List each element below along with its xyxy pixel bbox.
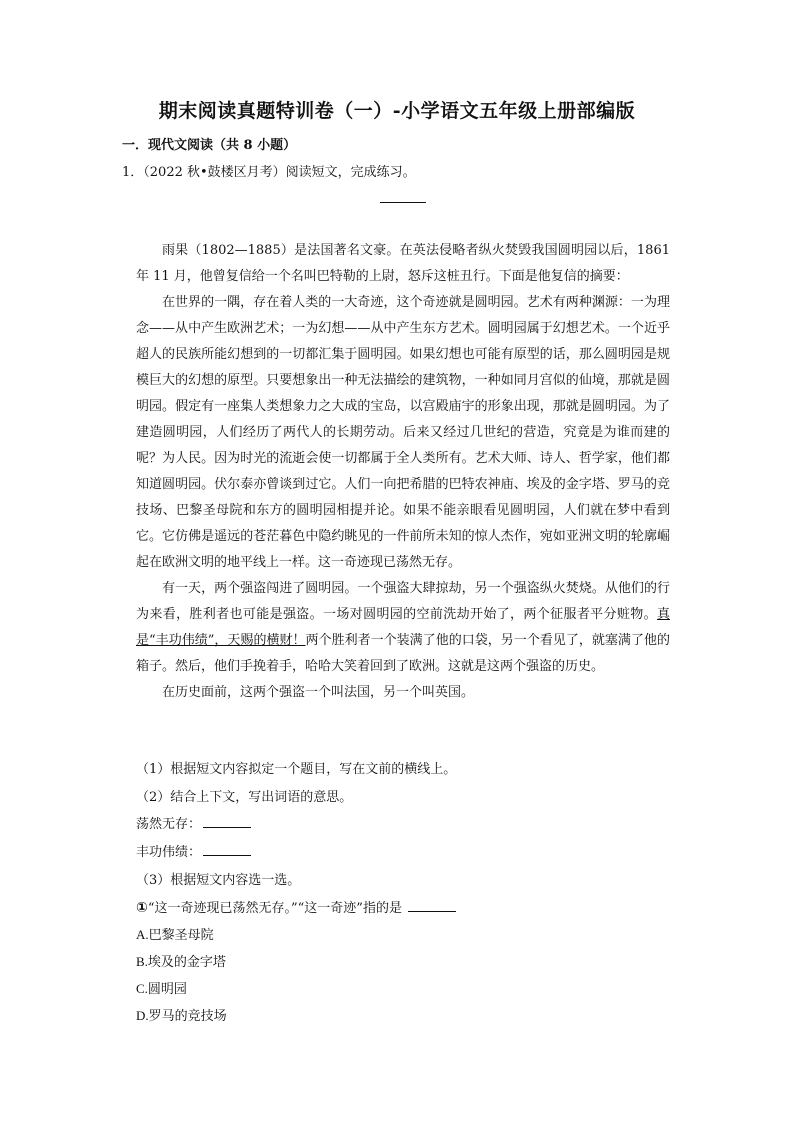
option-a[interactable]: A.巴黎圣母院	[136, 927, 214, 942]
word-label: 丰功伟绩：	[136, 845, 202, 860]
circled-number: ①	[136, 900, 148, 916]
option-d[interactable]: D.罗马的竞技场	[136, 1008, 227, 1023]
word-item-2	[136, 843, 696, 863]
option-b[interactable]: B.埃及的金字塔	[136, 954, 226, 969]
passage-paragraph: 在历史面前，这两个强盗一个叫法国，另一个叫英国。	[162, 685, 475, 700]
choice-question	[136, 898, 696, 919]
passage-paragraph: 雨果（1802—1885）是法国著名文豪。在英法侵略者纵火焚毁我国圆明园以后，1861 年 11 月，他曾复信给一个名叫巴特勒的上尉，怒斥这桩丑行。下面是他复信的摘要：	[136, 243, 670, 284]
subquestion-3: （3）根据短文内容选一选。	[136, 873, 301, 888]
word-item-1	[136, 815, 696, 835]
passage-text: 有一天，两个强盗闯进了圆明园。一个强盗大肆掠劫，另一个强盗纵火焚烧。从他们的行为来看，胜利者也可能是强盗。一场对圆明园的空前洗劫开始了，两个征服者平分赃物。	[136, 581, 670, 622]
passage-paragraph	[136, 576, 670, 680]
passage-text: 两个胜利者一个装满了他的口袋，另一个看见了，就塞满了他的箱子。然后，他们手挽着手，哈哈大笑着回到了欧洲。这就是这两个强盗的历史。	[136, 633, 670, 674]
option-c[interactable]: C.圆明园	[136, 981, 187, 996]
question-1-heading: 1．（2022 秋•鼓楼区月考）阅读短文，完成练习。	[122, 165, 416, 180]
reading-passage	[136, 238, 670, 706]
word-label: 荡然无存：	[136, 817, 202, 832]
section-heading: 一．现代文阅读（共 8 小题）	[122, 138, 297, 153]
answer-blank[interactable]	[408, 899, 456, 912]
answer-blank[interactable]	[203, 843, 251, 856]
choice-question-text: “这一奇迹现已荡然无存。”“这一奇迹”指的是	[147, 901, 402, 916]
passage-paragraph: 在世界的一隅，存在着人类的一大奇迹，这个奇迹就是圆明园。艺术有两种渊源：一为理念——从中产生欧洲艺术；一为幻想——从中产生东方艺术。圆明园属于幻想艺术。一个近乎超人的民族所能幻想到的一切都汇集于圆明园。如果幻想也可能有原型的话，那么圆明园是规模巨大的幻想的原型。只要想象出一种无法描绘的建筑物，一种如同月宫似的仙境，那就是圆明园。假定有一座集人类想象力之大成的宝岛，以宫殿庙宇的形象出现，那就是圆明园。为了建造圆明园，人们经历了两代人的长期劳动。后来又经过几世纪的营造，究竟是为谁而建的呢？为人民。因为时光的流逝会使一切都属于全人类所有。艺术大师、诗人、哲学家，他们都知道圆明园。伏尔泰亦曾谈到过它。人们一向把希腊的巴特农神庙、埃及的金字塔、罗马的竞技场、巴黎圣母院和东方的圆明园相提并论。如果不能亲眼看见圆明园，人们就在梦中看到它。它仿佛是遥远的苍茫暮色中隐约眺见的一件前所未知的惊人杰作，宛如亚洲文明的轮廓崛起在欧洲文明的地平线上一样。这一奇迹现已荡然无存。	[136, 295, 670, 570]
subquestion-1: （1）根据短文内容拟定一个题目，写在文前的横线上。	[136, 762, 457, 777]
page-title: 期末阅读真题特训卷（一）-小学语文五年级上册部编版	[158, 100, 636, 122]
answer-blank[interactable]	[203, 815, 251, 828]
title-answer-blank[interactable]	[380, 202, 426, 203]
underlined-text: 真是“丰功伟绩”，天赐的横财！	[136, 607, 670, 648]
subquestion-2: （2）结合上下文，写出词语的意思。	[136, 790, 353, 805]
